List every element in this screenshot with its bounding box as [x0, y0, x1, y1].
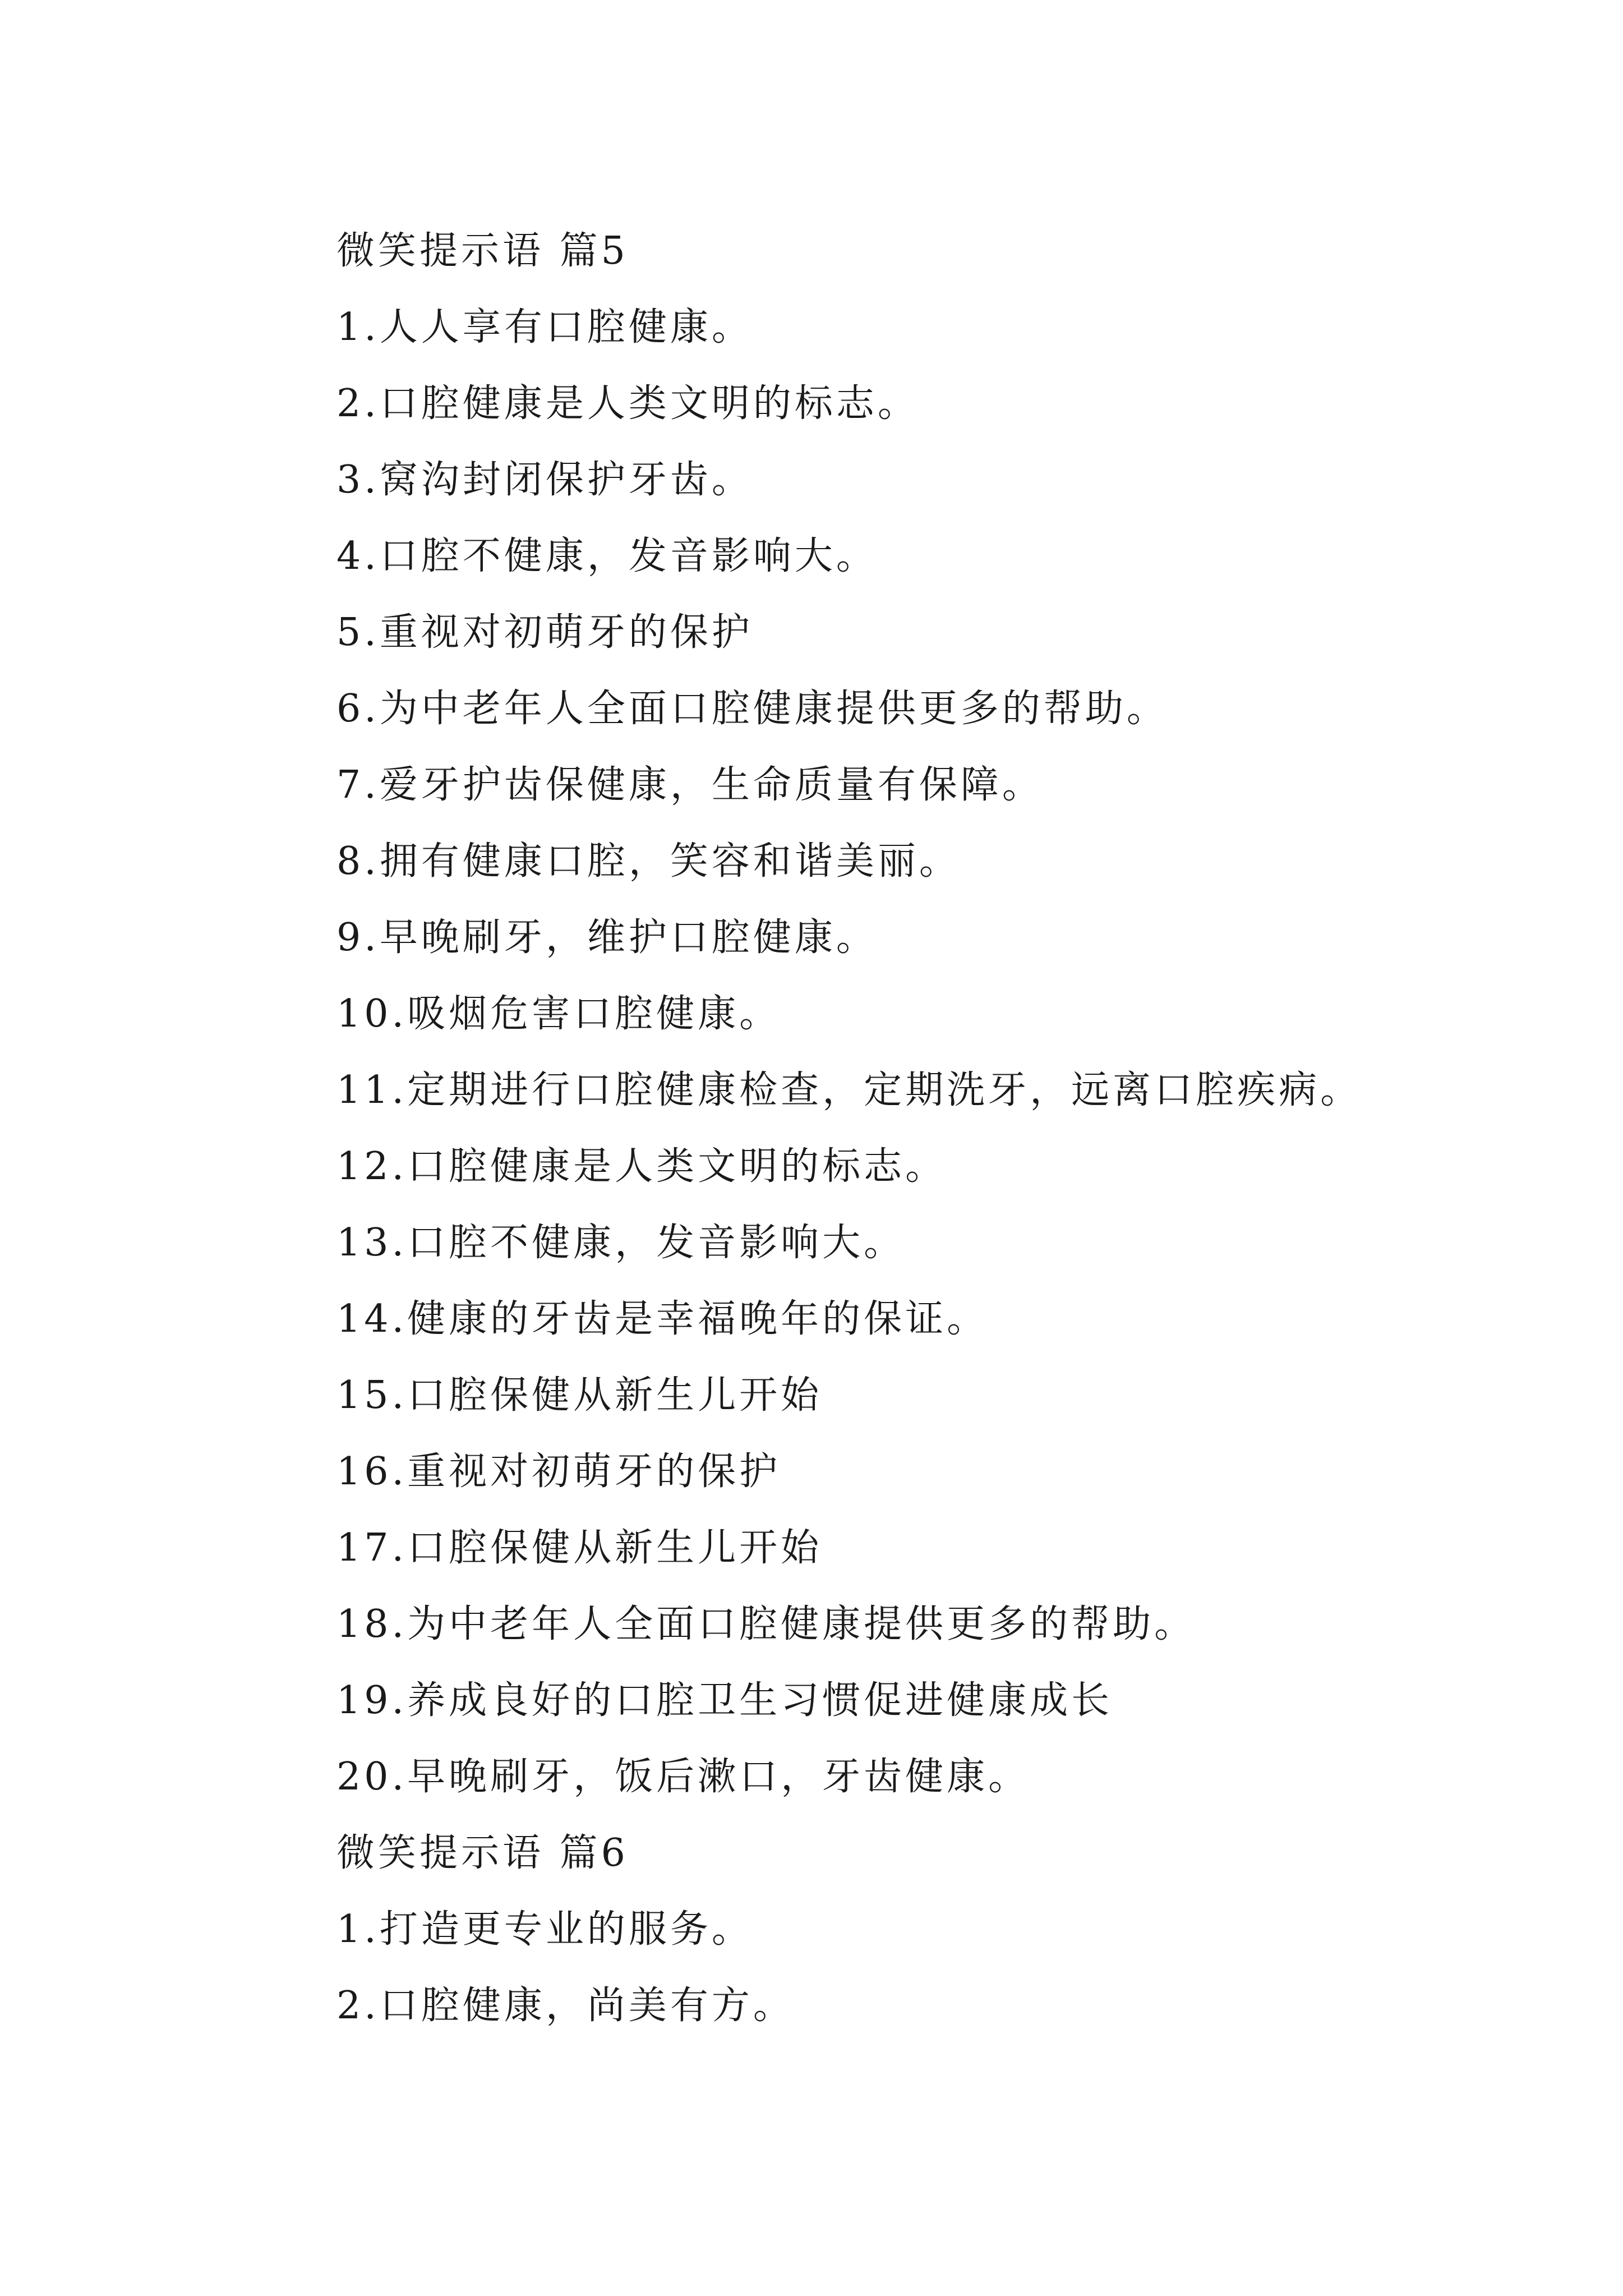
list-item: 20.早晚刷牙，饭后漱口，牙齿健康。 — [336, 1755, 1030, 1799]
list-item: 3.窝沟封闭保护牙齿。 — [336, 458, 753, 502]
list-item: 2.口腔健康，尚美有方。 — [336, 1984, 795, 2028]
list-item: 2.口腔健康是人类文明的标志。 — [336, 381, 919, 426]
list-item: 19.养成良好的口腔卫生习惯促进健康成长 — [336, 1678, 1113, 1723]
list-item: 11.定期进行口腔健康检查，定期洗牙，远离口腔疾病。 — [336, 1068, 1362, 1112]
section-heading: 微笑提示语 篇6 — [336, 1831, 629, 1875]
document-body — [336, 213, 1570, 2044]
list-item: 16.重视对初萌牙的保护 — [336, 1450, 781, 1494]
list-item: 1.人人享有口腔健康。 — [336, 305, 753, 349]
list-item: 12.口腔健康是人类文明的标志。 — [336, 1144, 947, 1189]
list-item: 4.口腔不健康，发音影响大。 — [336, 534, 878, 578]
list-item: 6.为中老年人全面口腔健康提供更多的帮助。 — [336, 687, 1168, 731]
list-item: 8.拥有健康口腔，笑容和谐美丽。 — [336, 839, 961, 884]
list-item: 18.为中老年人全面口腔健康提供更多的帮助。 — [336, 1602, 1196, 1646]
list-item: 5.重视对初萌牙的保护 — [336, 610, 753, 655]
list-item: 14.健康的牙齿是幸福晚年的保证。 — [336, 1297, 989, 1341]
list-item: 1.打造更专业的服务。 — [336, 1907, 753, 1952]
section-heading: 微笑提示语 篇5 — [336, 229, 629, 273]
list-item: 9.早晚刷牙，维护口腔健康。 — [336, 915, 878, 960]
list-item: 17.口腔保健从新生儿开始 — [336, 1526, 823, 1570]
list-item: 13.口腔不健康，发音影响大。 — [336, 1221, 906, 1265]
list-item: 10.吸烟危害口腔健康。 — [336, 992, 781, 1036]
list-item: 15.口腔保健从新生儿开始 — [336, 1373, 823, 1418]
list-item: 7.爱牙护齿保健康，生命质量有保障。 — [336, 763, 1044, 807]
